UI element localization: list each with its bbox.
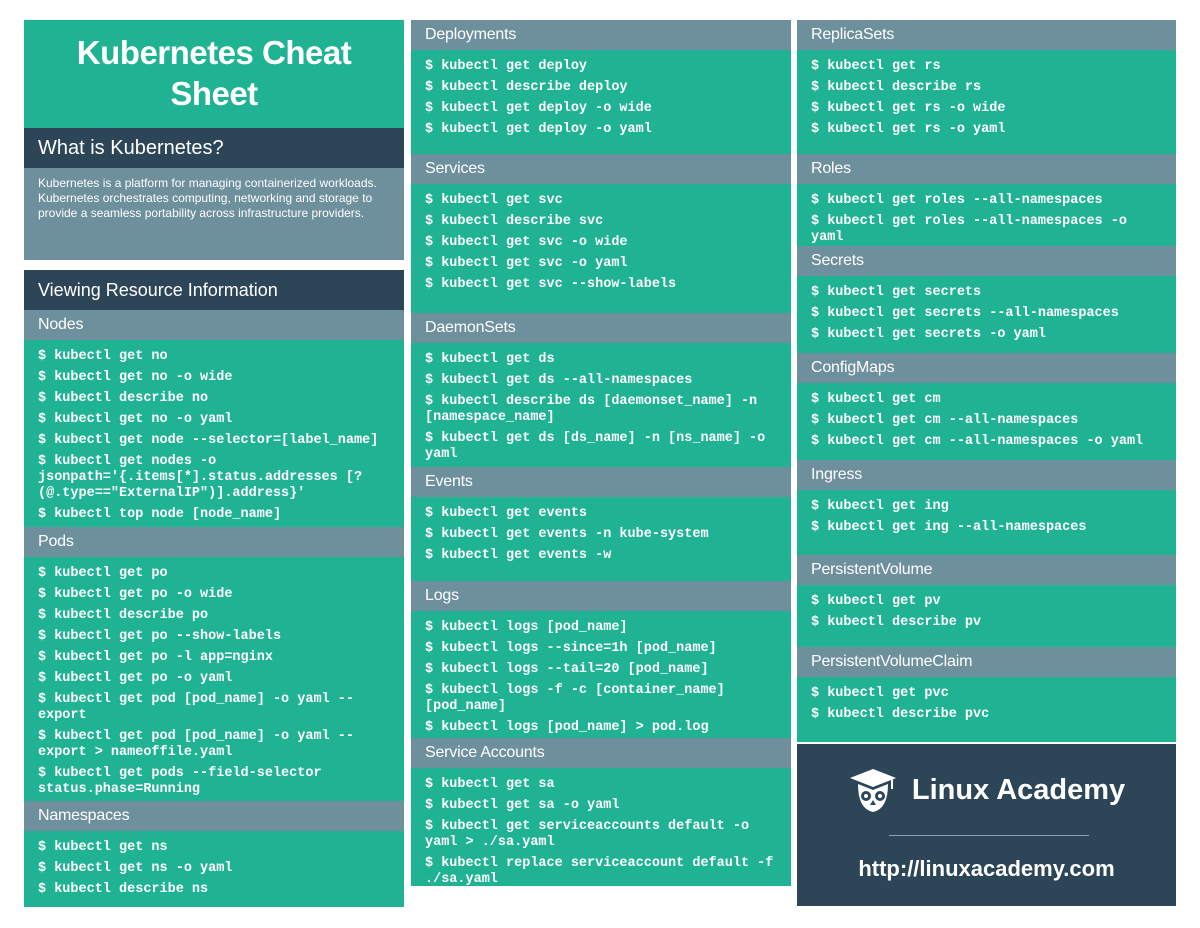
command-line: $ kubectl get roles --all-namespaces: [811, 193, 1103, 208]
command-line: $ kubectl get node --selector=[label_name]: [38, 433, 379, 448]
command-line: $ kubectl get ds: [425, 352, 555, 367]
section-title: Logs: [411, 581, 791, 611]
command-line: $ kubectl describe rs: [811, 80, 982, 95]
page-title-line1: Kubernetes Cheat: [76, 34, 352, 71]
command-line: $ kubectl logs --since=1h [pod_name]: [425, 641, 717, 656]
command-line: $ kubectl get secrets --all-namespaces: [811, 306, 1119, 321]
command-line: $ kubectl get po -o wide: [38, 587, 233, 602]
command-line: $ kubectl get svc -o yaml: [425, 256, 628, 271]
command-list: [411, 497, 791, 581]
command-line: $ kubectl get svc -o wide: [425, 235, 628, 250]
command-line: $ kubectl get ing: [811, 499, 949, 514]
command-line: $ kubectl get po -l app=nginx: [38, 650, 273, 665]
brand-logo: [797, 762, 1176, 818]
section-logs: [411, 581, 791, 738]
command-line: $ kubectl logs [pod_name] > pod.log: [425, 720, 709, 735]
what-is-description: Kubernetes is a platform for managing containerized workloads. Kubernetes orchestrates computing, networking and storage to provide a seamless portability across infrastructure providers.: [24, 168, 404, 260]
section-configmaps: [797, 353, 1176, 460]
section-title: Services: [411, 154, 791, 184]
section-pvc: [797, 647, 1176, 742]
command-line: $ kubectl get rs: [811, 59, 941, 74]
command-line: $ kubectl describe svc: [425, 214, 604, 229]
section-title: DaemonSets: [411, 313, 791, 343]
command-list: [411, 184, 791, 313]
command-list: [797, 50, 1176, 154]
command-list: [797, 677, 1176, 742]
command-line: $ kubectl get cm: [811, 392, 941, 407]
command-list: [411, 768, 791, 886]
section-title: Events: [411, 467, 791, 497]
command-line: $ kubectl describe po: [38, 608, 209, 623]
command-list: [24, 557, 404, 801]
brand-url-link[interactable]: http://linuxacademy.com: [858, 856, 1115, 881]
section-pods: [24, 527, 404, 801]
command-line: $ kubectl get rs -o yaml: [811, 122, 1006, 137]
section-roles: [797, 154, 1176, 246]
section-title: ReplicaSets: [797, 20, 1176, 50]
command-line: $ kubectl get cm --all-namespaces: [811, 413, 1079, 428]
command-line: $ kubectl get events: [425, 506, 588, 521]
command-line: $ kubectl get cm --all-namespaces -o yaml: [811, 434, 1144, 449]
command-line: $ kubectl describe ds [daemonset_name] -n [namespace_name]: [425, 394, 766, 425]
command-line: $ kubectl get ns -o yaml: [38, 861, 233, 876]
command-list: [797, 585, 1176, 647]
section-secrets: [797, 246, 1176, 353]
command-line: $ kubectl get events -n kube-system: [425, 527, 709, 542]
section-title: Ingress: [797, 460, 1176, 490]
command-line: $ kubectl get deploy -o wide: [425, 101, 652, 116]
section-replicasets: [797, 20, 1176, 154]
command-line: $ kubectl logs [pod_name]: [425, 620, 628, 635]
column-middle: [411, 20, 791, 886]
command-line: $ kubectl get pods --field-selector status.phase=Running: [38, 766, 330, 797]
owl-graduation-icon: [848, 767, 898, 815]
section-title: Nodes: [24, 310, 404, 340]
command-line: $ kubectl get ds [ds_name] -n [ns_name] -o yaml: [425, 431, 774, 462]
command-line: $ kubectl describe deploy: [425, 80, 628, 95]
viewing-heading: Viewing Resource Information: [24, 270, 404, 310]
command-line: $ kubectl logs -f -c [container_name] [pod_name]: [425, 683, 733, 714]
what-is-heading: What is Kubernetes?: [24, 128, 404, 168]
command-list: [797, 276, 1176, 353]
command-line: $ kubectl get secrets -o yaml: [811, 327, 1046, 342]
command-line: $ kubectl get secrets: [811, 285, 982, 300]
command-list: [24, 340, 404, 527]
brand-panel: [797, 744, 1176, 906]
column-left: [24, 20, 404, 907]
command-line: $ kubectl get sa: [425, 777, 555, 792]
section-services: [411, 154, 791, 313]
column-right: [797, 20, 1176, 742]
command-line: $ kubectl get sa -o yaml: [425, 798, 620, 813]
command-line: $ kubectl get po -o yaml: [38, 671, 233, 686]
command-line: $ kubectl get ns: [38, 840, 168, 855]
command-list: [797, 490, 1176, 555]
command-line: $ kubectl describe ns: [38, 882, 209, 897]
section-title: Pods: [24, 527, 404, 557]
section-title: PersistentVolume: [797, 555, 1176, 585]
section-title: Deployments: [411, 20, 791, 50]
brand-name: Linux Academy: [911, 774, 1126, 806]
page-title: [24, 20, 404, 128]
command-line: $ kubectl get pv: [811, 594, 941, 609]
command-line: $ kubectl get serviceaccounts default -o yaml > ./sa.yaml: [425, 819, 758, 850]
section-title: PersistentVolumeClaim: [797, 647, 1176, 677]
divider: [24, 260, 404, 270]
section-ingress: [797, 460, 1176, 555]
command-list: [24, 831, 404, 907]
command-line: $ kubectl get ds --all-namespaces: [425, 373, 693, 388]
section-nodes: [24, 310, 404, 527]
section-title: Service Accounts: [411, 738, 791, 768]
command-line: $ kubectl get pvc: [811, 686, 949, 701]
command-line: $ kubectl get po --show-labels: [38, 629, 282, 644]
command-line: $ kubectl describe pvc: [811, 707, 990, 722]
section-service-accounts: [411, 738, 791, 886]
section-title: Namespaces: [24, 801, 404, 831]
command-list: [797, 184, 1176, 246]
command-line: $ kubectl get rs -o wide: [811, 101, 1006, 116]
command-line: $ kubectl get no -o yaml: [38, 412, 233, 427]
command-line: $ kubectl get svc: [425, 193, 563, 208]
command-list: [797, 383, 1176, 460]
brand-divider: [889, 835, 1089, 836]
command-line: $ kubectl describe no: [38, 391, 209, 406]
command-line: $ kubectl replace serviceaccount default -f ./sa.yaml: [425, 856, 782, 887]
command-line: $ kubectl get no -o wide: [38, 370, 233, 385]
section-title: Secrets: [797, 246, 1176, 276]
command-line: $ kubectl describe pv: [811, 615, 982, 630]
section-title: ConfigMaps: [797, 353, 1176, 383]
command-line: $ kubectl get ing --all-namespaces: [811, 520, 1087, 535]
command-list: [411, 611, 791, 738]
command-list: [411, 50, 791, 154]
command-line: $ kubectl top node [node_name]: [38, 507, 282, 522]
command-line: $ kubectl get po: [38, 566, 168, 581]
command-line: $ kubectl get deploy -o yaml: [425, 122, 652, 137]
section-namespaces: [24, 801, 404, 907]
section-events: [411, 467, 791, 581]
command-line: $ kubectl get svc --show-labels: [425, 277, 677, 292]
command-line: $ kubectl get no: [38, 349, 168, 364]
command-line: $ kubectl get pod [pod_name] -o yaml --export: [38, 692, 354, 723]
command-line: $ kubectl get deploy: [425, 59, 588, 74]
command-line: $ kubectl get pod [pod_name] -o yaml --export > nameoffile.yaml: [38, 729, 354, 760]
section-daemonsets: [411, 313, 791, 467]
command-line: $ kubectl logs --tail=20 [pod_name]: [425, 662, 709, 677]
section-deployments: [411, 20, 791, 154]
section-title: Roles: [797, 154, 1176, 184]
page-title-line2: Sheet: [170, 75, 258, 112]
command-list: [411, 343, 791, 467]
command-line: $ kubectl get roles --all-namespaces -o yaml: [811, 214, 1136, 245]
command-line: $ kubectl get events -w: [425, 548, 612, 563]
command-line: $ kubectl get nodes -o jsonpath='{.items[*].status.addresses [?(@.type=="ExternalIP")].address}': [38, 454, 363, 501]
section-pv: [797, 555, 1176, 647]
